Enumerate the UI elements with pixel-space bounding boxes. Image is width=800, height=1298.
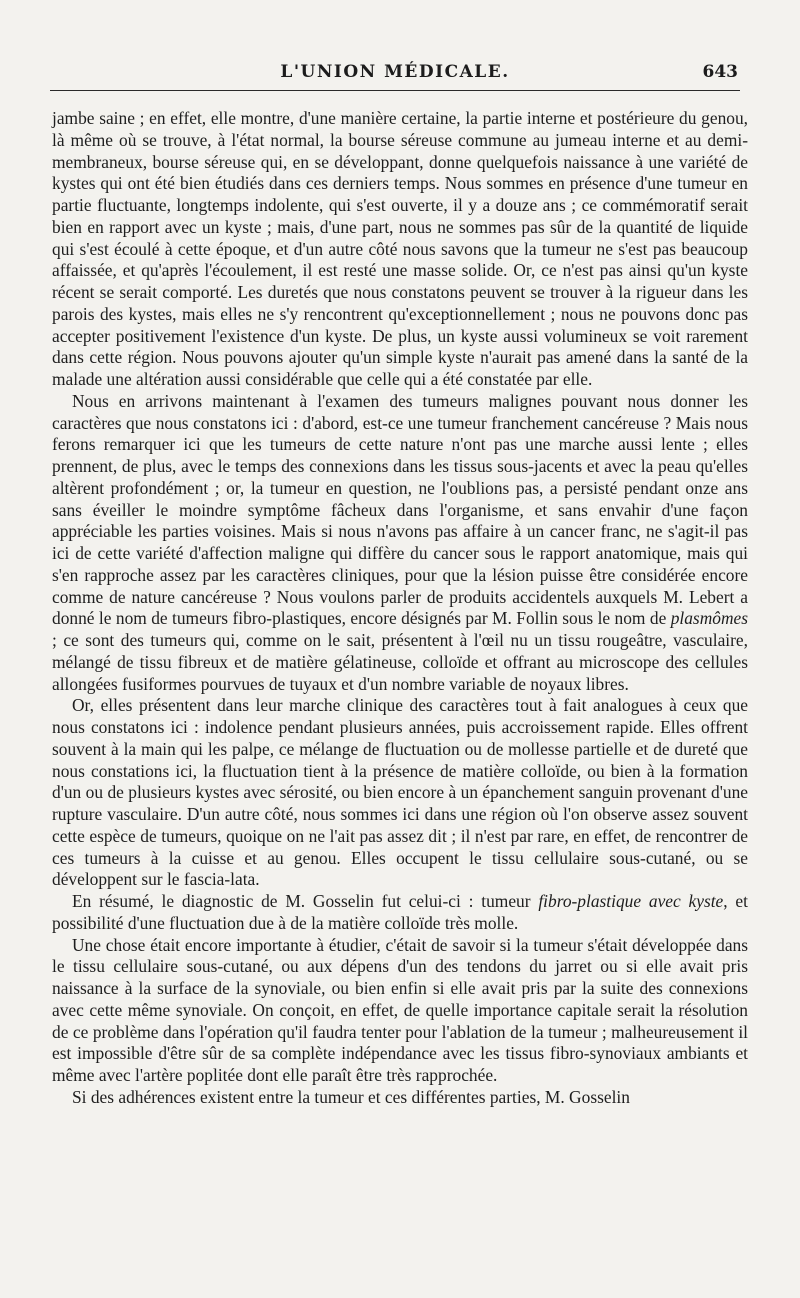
paragraph-text: ; ce sont des tumeurs qui, comme on le sait, présentent à l'œil nu un tissu rougeâtre, vasculaire, mélangé de tissu fibreux et de matière gélatineuse, colloïde et offrant au microscope des cellules allongées fusiformes pourvues de tuyaux et d'un nombre variable de noyaux libres. — [52, 630, 748, 694]
paragraph-text: jambe saine ; en effet, elle montre, d'une manière certaine, la partie interne et postérieure du genou, là même où se trouve, à l'état normal, la bourse séreuse commune au jumeau interne et au demi-membraneux, bourse séreuse qui, en se développant, donne quelquefois naissance à une variété de kystes qui ont été bien étudiés dans ces derniers temps. Nous sommes en présence d'une tumeur en partie fluctuante, longtemps indolente, qui s'est ouverte, il y a douze ans ; ce commémoratif serait bien en rapport avec un kyste ; mais, d'une part, nous ne sommes pas sûr de la quantité de liquide qui s'est écoulé à cette époque, et d'un autre côté nous savons que la tumeur ne s'est pas beaucoup affaissée, et qu'après l'écoulement, il est resté une masse solide. Or, ce n'est pas ainsi qu'un kyste récent se serait comporté. Les duretés que nous constatons peuvent se trouver à la rigueur dans les parois des kystes, mais elles ne s'y rencontrent qu'exceptionnellement ; nous ne pouvons donc pas accepter positivement l'existence d'un kyste. De plus, un kyste aussi volumineux se voit rarement dans cette région. Nous pouvons ajouter qu'un simple kyste n'aurait pas amené dans la santé de la malade une altération aussi considérable que celle qui a été constatée par elle. — [52, 108, 748, 389]
paragraph-4 — [52, 891, 748, 935]
italic-term: fibro-plastique avec kyste — [538, 891, 724, 911]
paragraph-1 — [52, 108, 748, 391]
paragraph-2 — [52, 391, 748, 696]
article-body — [52, 108, 748, 1109]
paragraph-text: Or, elles présentent dans leur marche clinique des caractères tout à fait analogues à ceux que nous constatons ici : indolence pendant plusieurs années, puis accroissement rapide. Elles offrent souvent à la main qui les palpe, ce mélange de fluctuation ou de mollesse partielle et de dureté que nous constations ici, la fluctuation tient à la présence de matière colloïde, ou bien à la formation d'un ou de plusieurs kystes avec sérosité, ou bien encore à un épanchement sanguin provenant d'une rupture vasculaire. D'un autre côté, nous sommes ici dans une région où l'on observe assez souvent cette espèce de tumeurs, quoique on ne l'ait pas assez dit ; il n'est par rare, en effet, de rencontrer de ces tumeurs à la cuisse et au genou. Elles occupent le tissu cellulaire sous-cutané, ou se développent sur le fascia-lata. — [52, 695, 748, 890]
paragraph-text: En résumé, le diagnostic de M. Gosselin fut celui-ci : tumeur — [72, 891, 539, 911]
italic-term: plasmômes — [670, 608, 748, 629]
paragraph-text: Si des adhérences existent entre la tumeur et ces différentes parties, M. Gosselin — [72, 1086, 630, 1107]
page-number: 643 — [702, 62, 738, 82]
journal-title: L'UNION MÉDICALE. — [280, 62, 510, 82]
paragraph-text: Nous en arrivons maintenant à l'examen des tumeurs malignes pouvant nous donner les caractères que nous constatons ici : d'abord, est-ce une tumeur franchement cancéreuse ? Mais nous ferons remarquer ici que les tumeurs de cette nature n'ont pas une marche aussi lente ; elles prennent, de plus, avec le temps des connexions dans les tissus sous-jacents et avec la peau qu'elles altèrent profondément ; or, la tumeur en question, ne l'oublions pas, a persisté pendant onze ans sans éveiller le moindre symptôme fâcheux dans l'organisme, et sans envahir d'une façon appréciable les parties voisines. Mais si nous n'avons pas affaire à un cancer franc, ne s'agit-il pas ici de cette variété d'affection maligne qui diffère du cancer sous le rapport anatomique, mais qui s'en rapproche assez par les caractères cliniques, pour que la lésion puisse être considérée encore comme de nature cancéreuse ? Nous voulons parler de produits accidentels auxquels M. Lebert a donné le nom de tumeurs fibro-plastiques, encore désignés par M. Follin sous le nom de — [52, 390, 748, 629]
paragraph-6 — [52, 1087, 748, 1109]
paragraph-text: Une chose était encore importante à étudier, c'était de savoir si la tumeur s'était développée dans le tissu cellulaire sous-cutané, ou aux dépens d'un des tendons du jarret ou si elle avait pris naissance à la surface de la synoviale, ou bien enfin si elle avait pris par la suite des connexions avec cette même synoviale. On conçoit, en effet, de quelle importance capitale serait la résolution de ce problème dans l'opération qu'il faudra tenter pour l'ablation de la tumeur ; malheureusement il est impossible d'être sûr de sa complète indépendance avec les tissus fibro-synoviaux ambiants et même avec l'artère poplitée dont elle paraît être très rapprochée. — [52, 934, 748, 1085]
paragraph-3 — [52, 695, 748, 891]
running-header — [50, 58, 740, 91]
paragraph-text: , et possibilité d'une fluctuation due à de la matière colloïde très molle. — [52, 891, 748, 933]
paragraph-5 — [52, 935, 748, 1087]
